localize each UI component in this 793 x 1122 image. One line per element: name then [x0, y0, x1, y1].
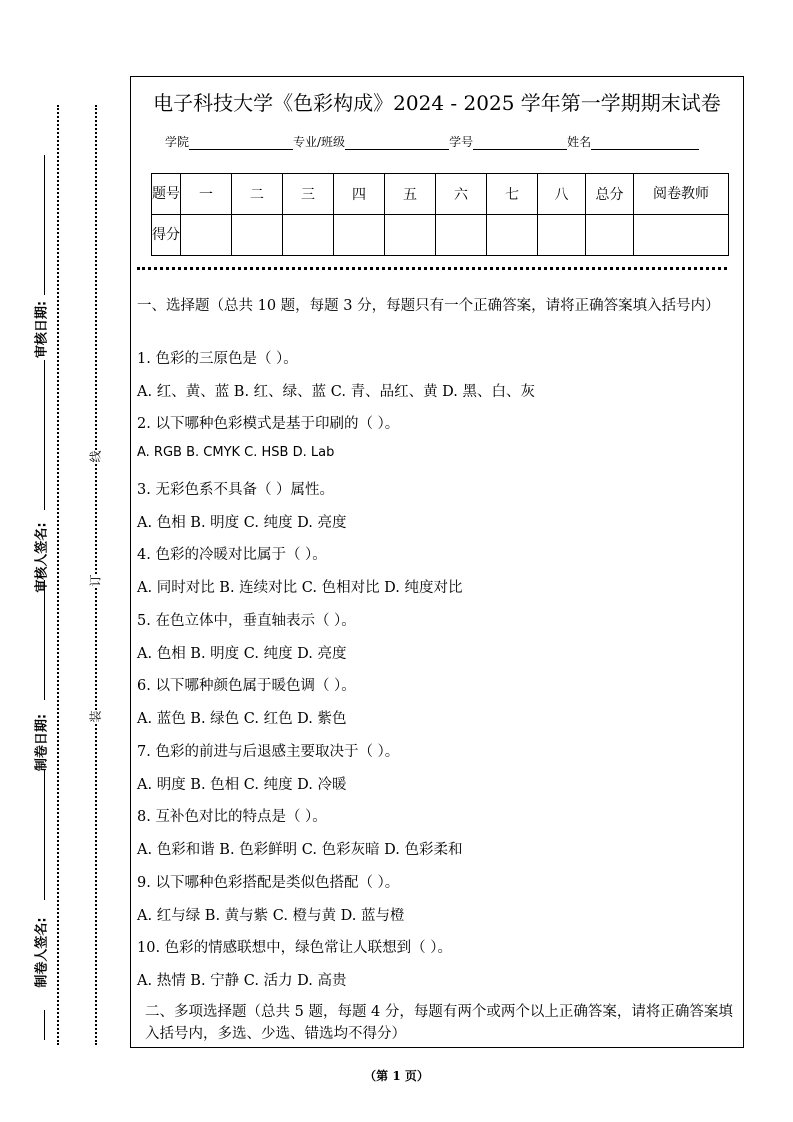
question-options: A. 红与绿 B. 黄与紫 C. 橙与黄 D. 蓝与橙 — [137, 908, 405, 924]
question-options: A. 明度 B. 色相 C. 纯度 D. 冷暖 — [137, 777, 347, 793]
name-label: 姓名 — [567, 135, 592, 149]
question-options: A. 热情 B. 宁静 C. 活力 D. 高贵 — [137, 973, 347, 989]
score-cell-reviewer[interactable] — [634, 215, 729, 256]
score-cell[interactable] — [487, 215, 538, 256]
student-info-row — [165, 133, 699, 150]
col-2: 二 — [232, 174, 283, 215]
col-reviewer: 阅卷教师 — [634, 174, 729, 215]
col-total: 总分 — [586, 174, 634, 215]
maker-sign-line[interactable] — [44, 770, 45, 900]
bind-label-zhuang: 装 — [88, 710, 103, 723]
question-options: A. 同时对比 B. 连续对比 C. 色相对比 D. 纯度对比 — [137, 580, 463, 596]
score-cell[interactable] — [181, 215, 232, 256]
question-options: A. 色彩和谐 B. 色彩鲜明 C. 色彩灰暗 D. 色彩柔和 — [137, 842, 463, 858]
maker-date-line[interactable] — [44, 580, 45, 700]
student-id-field[interactable] — [473, 137, 567, 150]
question-options: A. 色相 B. 明度 C. 纯度 D. 亮度 — [137, 515, 347, 531]
question-options: A. 色相 B. 明度 C. 纯度 D. 亮度 — [137, 646, 347, 662]
col-5: 五 — [385, 174, 436, 215]
question-text: 2. 以下哪种色彩模式是基于印刷的（ ）。 — [137, 416, 400, 432]
major-field[interactable] — [345, 137, 449, 150]
col-1: 一 — [181, 174, 232, 215]
question-text: 1. 色彩的三原色是（ ）。 — [137, 351, 298, 367]
section1-heading: 一、选择题（总共 10 题，每题 3 分，每题只有一个正确答案，请将正确答案填入括号内） — [137, 298, 720, 314]
score-table — [151, 173, 729, 256]
question-text: 6. 以下哪种颜色属于暖色调（ ）。 — [137, 678, 356, 694]
col-3: 三 — [283, 174, 334, 215]
question-options: A. RGB B. CMYK C. HSB D. Lab — [137, 445, 335, 460]
score-cell[interactable] — [436, 215, 487, 256]
score-cell[interactable] — [232, 215, 283, 256]
question-text: 8. 互补色对比的特点是（ ）。 — [137, 809, 327, 825]
exam-title: 电子科技大学《色彩构成》2024 - 2025 学年第一学期期末试卷 — [153, 91, 721, 115]
reviewer-sign-label: 审核人签名: — [34, 522, 50, 593]
reviewer-sign-line[interactable] — [44, 360, 45, 510]
question-text: 5. 在色立体中，垂直轴表示（ ）。 — [137, 613, 356, 629]
score-table-header-row — [152, 174, 729, 215]
score-table-score-row — [152, 215, 729, 256]
reviewer-date-label: 审核日期: — [34, 300, 50, 359]
exam-frame — [130, 76, 744, 1048]
question-options: A. 红、黄、蓝 B. 红、绿、蓝 C. 青、品红、黄 D. 黑、白、灰 — [137, 384, 536, 400]
major-label: 专业/班级 — [293, 135, 346, 149]
maker-sign-line-bottom — [44, 1010, 45, 1040]
student-id-label: 学号 — [449, 135, 474, 149]
section2-heading: 二、多项选择题（总共 5 题，每题 4 分，每题有两个或两个以上正确答案，请将正确答案填入括号内，多选、少选、错选均不得分） — [145, 1004, 733, 1042]
question-text: 3. 无彩色系不具备（ ）属性。 — [137, 482, 335, 498]
bind-label-ding: 订 — [88, 574, 103, 587]
binding-dotted-line — [57, 105, 59, 1045]
maker-date-label: 制卷日期: — [34, 713, 50, 772]
col-6: 六 — [436, 174, 487, 215]
score-cell[interactable] — [283, 215, 334, 256]
header-divider — [137, 267, 727, 270]
question-options: A. 蓝色 B. 绿色 C. 红色 D. 紫色 — [137, 711, 347, 727]
bind-label-line: 线 — [88, 450, 103, 463]
page-number: （第 1 页） — [364, 1069, 429, 1083]
college-label: 学院 — [165, 135, 190, 149]
maker-sign-label: 制卷人签名: — [34, 917, 50, 988]
score-cell[interactable] — [334, 215, 385, 256]
col-7: 七 — [487, 174, 538, 215]
question-number-label: 题号 — [152, 174, 181, 215]
question-text: 7. 色彩的前进与后退感主要取决于（ ）。 — [137, 744, 400, 760]
score-cell-total[interactable] — [586, 215, 634, 256]
score-label: 得分 — [152, 215, 181, 256]
col-8: 八 — [538, 174, 586, 215]
col-4: 四 — [334, 174, 385, 215]
name-field[interactable] — [591, 137, 699, 150]
reviewer-date-line[interactable] — [44, 155, 45, 295]
question-text: 10. 色彩的情感联想中，绿色常让人联想到（ ）。 — [137, 940, 453, 956]
score-cell[interactable] — [538, 215, 586, 256]
college-field[interactable] — [189, 137, 293, 150]
score-cell[interactable] — [385, 215, 436, 256]
question-text: 9. 以下哪种色彩搭配是类似色搭配（ ）。 — [137, 875, 400, 891]
question-text: 4. 色彩的冷暖对比属于（ ）。 — [137, 547, 327, 563]
